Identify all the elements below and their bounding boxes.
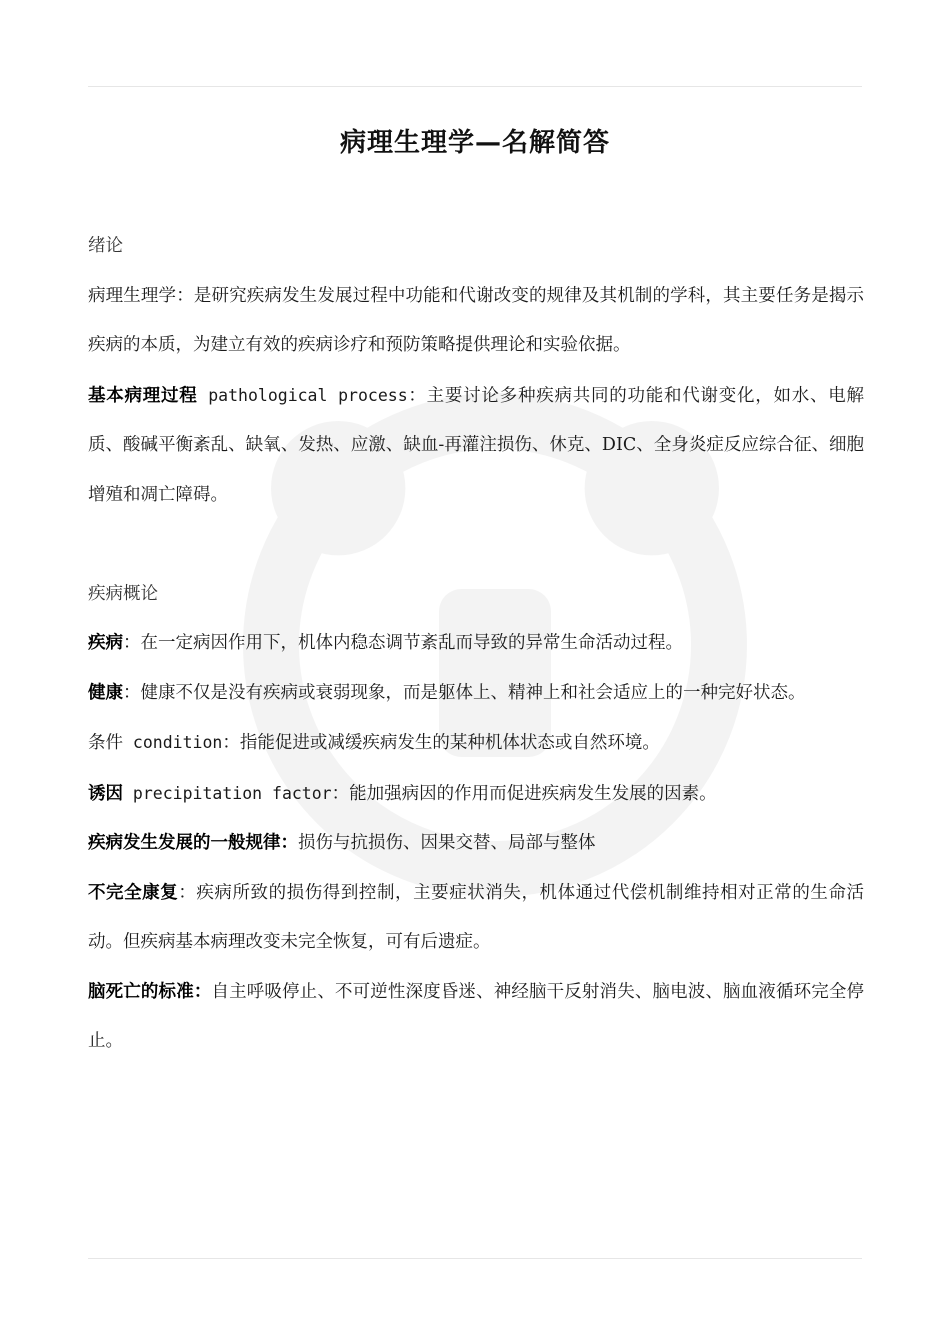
definition-text: 指能促进或减缓疾病发生的某种机体状态或自然环境。 [239, 733, 660, 753]
document-body [88, 222, 864, 1067]
term-label: 基本病理过程 [88, 385, 198, 406]
section-heading-disease: 疾病概论 [88, 583, 158, 604]
term-separator: ： [331, 783, 350, 804]
term-label: 脑死亡的标准 [88, 981, 194, 1002]
definition-entry [88, 769, 864, 820]
term-label: 疾病 [88, 633, 123, 653]
definition-text: 疾病所致的损伤得到控制，主要症状消失，机体通过代偿机制维持相对正常的生命活动。但疾病基本病理改变未完全恢复，可有后遗症。 [88, 882, 865, 952]
definition-text: 自主呼吸停止、不可逆性深度昏迷、神经脑干反射消失、脑电波、脑血液循环完全停止。 [88, 981, 865, 1051]
definition-entry [88, 619, 864, 669]
section-spacer [88, 520, 864, 570]
definition-text: 是研究疾病发生发展过程中功能和代谢改变的规律及其机制的学科，其主要任务是揭示疾病的本质，为建立有效的疾病诊疗和预防策略提供理论和实验依据。 [88, 285, 865, 355]
term-latin: condition [123, 733, 223, 752]
definition-entry [88, 669, 864, 719]
term-label: 条件 [88, 733, 123, 753]
definition-entry [88, 968, 864, 1067]
term-label: 诱因 [88, 783, 123, 804]
definition-text: 损伤与抗损伤、因果交替、局部与整体 [298, 833, 596, 853]
term-separator: ： [280, 833, 298, 853]
section-heading-intro: 绪论 [88, 236, 123, 256]
footer-divider [88, 1258, 862, 1259]
term-separator: ： [123, 633, 141, 653]
term-label: 疾病发生发展的一般规律 [88, 833, 281, 853]
term-label: 病理生理学： [88, 285, 194, 306]
term-separator: ： [193, 981, 212, 1002]
term-separator: ： [123, 682, 141, 703]
term-separator: ： [178, 882, 197, 903]
definition-entry [88, 272, 864, 371]
term-separator: ： [222, 733, 240, 753]
definition-text: 能加强病因的作用而促进疾病发生发展的因素。 [349, 783, 717, 804]
definition-entry [88, 819, 864, 869]
definition-text: 主要讨论多种疾病共同的功能和代谢变化，如水、电解质、酸碱平衡紊乱、缺氧、发热、应激、缺血-再灌注损伤、休克、DIC、全身炎症反应综合征、细胞增殖和凋亡障碍。 [88, 385, 865, 505]
definition-entry [88, 371, 864, 521]
definition-text: 在一定病因作用下，机体内稳态调节紊乱而导致的异常生命活动过程。 [140, 633, 683, 653]
page-title: 病理生理学—名解简答 [339, 128, 610, 158]
term-separator: ： [407, 385, 427, 406]
definition-entry [88, 718, 864, 769]
header-divider [88, 86, 862, 87]
term-latin: precipitation factor [123, 783, 332, 803]
term-label: 不完全康复 [88, 882, 179, 903]
definition-text: 健康不仅是没有疾病或衰弱现象，而是躯体上、精神上和社会适应上的一种完好状态。 [140, 682, 806, 703]
term-label: 健康 [88, 682, 123, 703]
term-latin: pathological process [197, 385, 408, 405]
definition-entry [88, 869, 864, 968]
